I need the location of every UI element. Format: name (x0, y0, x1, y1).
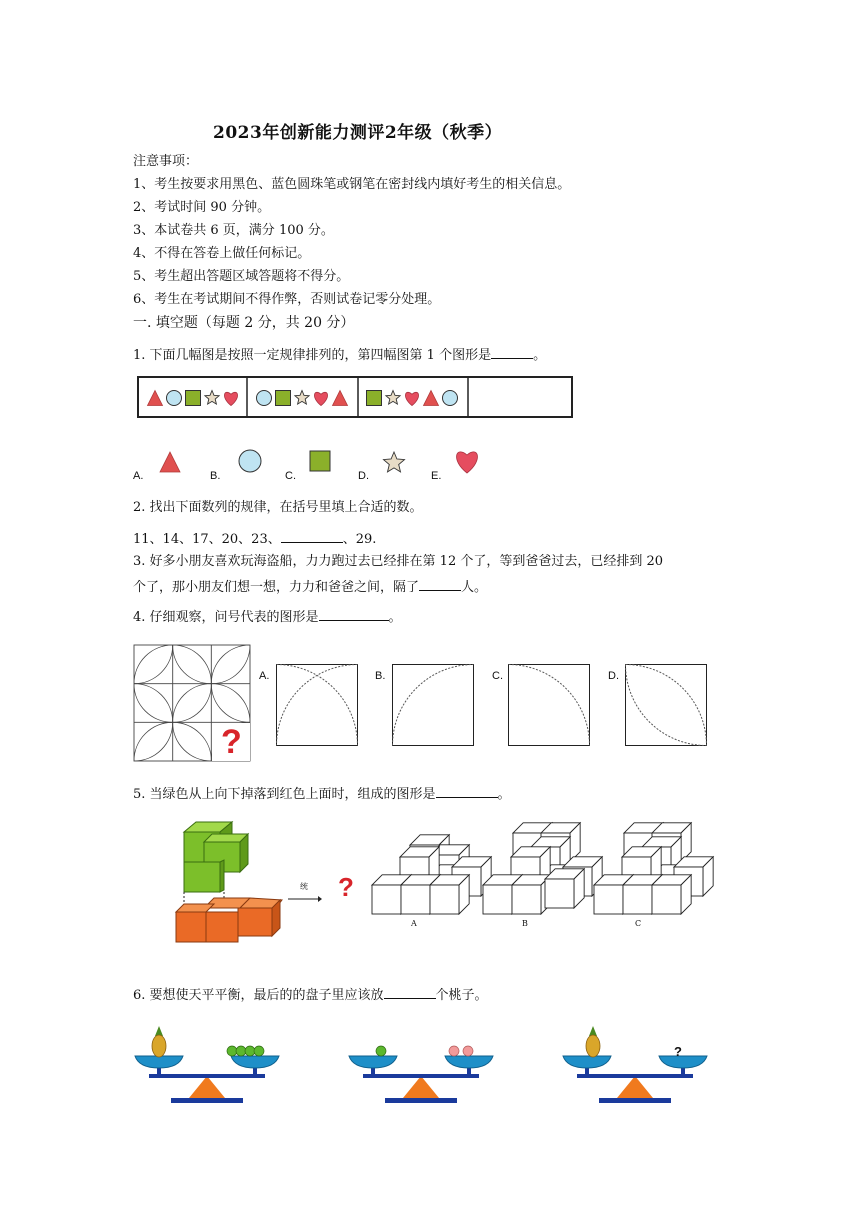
scale-beam (577, 1074, 693, 1078)
question-6-end: 个桃子。 (435, 988, 488, 1003)
option-c-label[interactable]: C (635, 919, 642, 928)
peach-icon (463, 1046, 473, 1056)
question-6-text: 6. 要想使天平平衡，最后的的盘子里应该放 (133, 988, 384, 1003)
scale-plate (445, 1056, 493, 1068)
question-1-text: 1. 下面几幅图是按照一定规律排列的，第四幅图第 1 个图形是 (133, 348, 492, 363)
page-title: 2023年创新能力测评2年级（秋季） (213, 123, 503, 143)
option-a-label[interactable]: A (411, 919, 417, 928)
scale-beam (363, 1074, 479, 1078)
scale-pivot (403, 1076, 439, 1098)
notice-item: 2、考试时间 90 分钟。 (133, 200, 271, 215)
question-mark-icon: ? (338, 872, 354, 902)
notice-item: 1、考生按要求用黑色、蓝色圆珠笔或钢笔在密封线内填好考生的相关信息。 (133, 177, 571, 192)
question-3-line1: 3. 好多小朋友喜欢玩海盗船，力力跑过去已经排在第 12 个了，等到爸爸过去，已经排到 20 (133, 554, 664, 569)
question-mark-icon: ? (674, 1044, 682, 1059)
scale-pivot (189, 1076, 225, 1098)
option-b-label[interactable]: B (522, 919, 528, 928)
option-a-label[interactable]: A. (259, 670, 270, 682)
arrow-label: 统 (300, 882, 308, 891)
option-b-label[interactable]: B. (375, 670, 386, 682)
apple-icon (227, 1046, 237, 1056)
option-c-label[interactable]: C. (492, 670, 503, 682)
pineapple-leaf (155, 1026, 163, 1036)
notice-heading: 注意事项： (133, 154, 199, 169)
question-3-end: 人。 (461, 580, 488, 595)
scale-plate (349, 1056, 397, 1068)
option-d-label[interactable]: D. (608, 670, 619, 682)
option-d-label[interactable]: D. (358, 470, 369, 482)
option-c-label[interactable]: C. (285, 470, 296, 482)
notice-item: 6、考生在考试期间不得作弊，否则试卷记零分处理。 (133, 292, 441, 307)
pineapple-icon (586, 1035, 600, 1057)
notice-item: 3、本试卷共 6 页，满分 100 分。 (133, 223, 334, 238)
scale-plate (231, 1056, 279, 1068)
option-b-label[interactable]: B. (210, 470, 221, 482)
scale-base (385, 1098, 457, 1103)
notice-item: 4、不得在答卷上做任何标记。 (133, 246, 311, 261)
question-mark-icon: ? (221, 723, 242, 761)
sequence-end: 、29. (342, 532, 377, 547)
question-5-text: 5. 当绿色从上向下掉落到红色上面时，组成的图形是 (133, 787, 436, 802)
question-4-text: 4. 仔细观察，问号代表的图形是 (133, 610, 319, 625)
question-1-end: 。 (533, 348, 547, 363)
section-heading: 一. 填空题（每题 2 分，共 20 分） (133, 315, 355, 331)
notice-item: 5、考生超出答题区域答题将不得分。 (133, 269, 350, 284)
scale-base (171, 1098, 243, 1103)
pineapple-leaf (589, 1026, 597, 1036)
scale-plate (135, 1056, 183, 1068)
scale-plate (563, 1056, 611, 1068)
scale-base (599, 1098, 671, 1103)
sequence-start: 11、14、17、20、23、 (133, 532, 281, 547)
scale-plate (659, 1056, 707, 1068)
scale-pivot (617, 1076, 653, 1098)
option-a-label[interactable]: A. (133, 470, 144, 482)
question-5-end: 。 (497, 787, 511, 802)
peach-icon (449, 1046, 459, 1056)
option-e-label[interactable]: E. (431, 470, 442, 482)
question-3-text: 个了，那小朋友们想一想，力力和爸爸之间，隔了 (133, 580, 420, 595)
question-2: 2. 找出下面数列的规律，在括号里填上合适的数。 (133, 500, 423, 515)
pineapple-icon (152, 1035, 166, 1057)
apple-icon (376, 1046, 386, 1056)
apple-icon (245, 1046, 255, 1056)
apple-icon (236, 1046, 246, 1056)
question-4-end: 。 (388, 610, 402, 625)
apple-icon (254, 1046, 264, 1056)
scale-beam (149, 1074, 265, 1078)
